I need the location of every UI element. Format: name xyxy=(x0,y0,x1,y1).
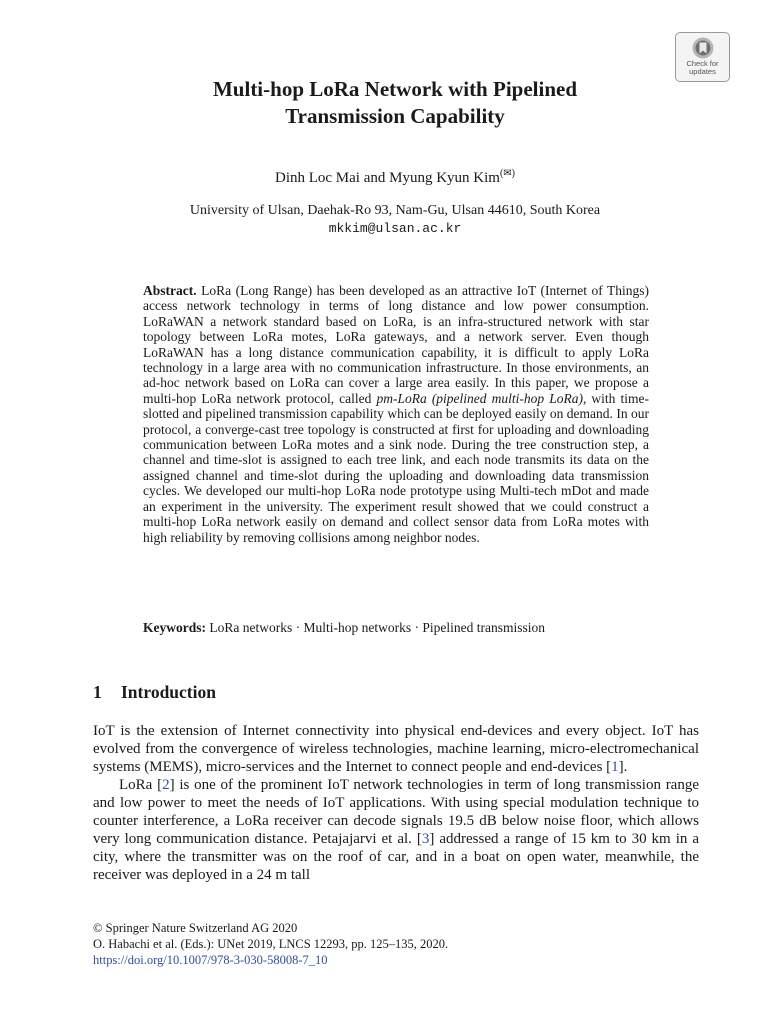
title-line-1: Multi-hop LoRa Network with Pipelined xyxy=(212,77,577,101)
keywords-label: Keywords: xyxy=(143,620,206,635)
intro-p2-start: LoRa [ xyxy=(119,777,163,793)
badge-label-line2: updates xyxy=(689,67,716,76)
check-for-updates-badge[interactable] xyxy=(675,32,730,82)
abstract-label: Abstract. xyxy=(143,283,197,298)
abstract xyxy=(143,283,649,545)
section-heading xyxy=(93,681,216,703)
doi-link[interactable]: https://doi.org/10.1007/978-3-030-58008-7_10 xyxy=(93,953,328,967)
badge-label-line1: Check for xyxy=(686,59,719,68)
affiliation: University of Ulsan, Daehak-Ro 93, Nam-Gu, Ulsan 44610, South Korea xyxy=(189,203,601,218)
abstract-text-part2: , with time-slotted and pipelined transmission capability which can be deployed easily on demand. In our protocol, a converge-cast tree topology is constructed at first for uploading and downloading communication between LoRa motes and a sink node. During the tree construction step, a channel and time-slot is assigned to each tree link, and each node transmits its data on the assigned channel and time-slot during the uploading and downloading data transmission cycles. We developed our multi-hop LoRa node prototype using Multi-tech mDot and made an experiment in the university. The experiment result showed that we could construct a multi-hop LoRa network easily on demand and collect sensor data from LoRa motes with high reliability by removing collisions among neighbor nodes. xyxy=(143,390,649,545)
citation-link[interactable]: 1 xyxy=(611,759,619,775)
abstract-text-part1: LoRa (Long Range) has been developed as an attractive IoT (Internet of Things) access network technology in terms of long distance and low power consumption. LoRaWAN a network standard based on LoRa, is an infra-structured network with star topology between LoRa motes, LoRa gateways, and a network server. Even though LoRaWAN has a long distance communication capability, it is difficult to apply LoRa technology in a large area with no communication infrastructure. In those environments, an ad-hoc network based on LoRa can cover a large area easily. In this paper, we propose a multi-hop LoRa network protocol, called xyxy=(143,283,649,406)
intro-p2-end: ] addressed a range of 15 km to 30 km in a city, where the transmitter was on the roof of car, and in a boat on open water, meanwhile, the receiver was deployed in a 24 m tall xyxy=(93,831,699,883)
keywords xyxy=(143,620,649,636)
paper-title xyxy=(120,76,670,130)
authors xyxy=(0,168,768,187)
author-email[interactable]: mkkim@ulsan.ac.kr xyxy=(328,221,462,236)
intro-p1-text: IoT is the extension of Internet connectivity into physical end-devices and every object. IoT has evolved from the convergence of wireless technologies, machine learning, micro-electromechanical systems (MEMS), micro-services and the Internet to connect people and end-devices [ xyxy=(93,723,699,775)
envelope-icon: (✉) xyxy=(499,168,516,179)
citation-link[interactable]: 2 xyxy=(162,777,170,793)
intro-p2-mid: ] is one of the prominent IoT network technologies in term of long transmission range and low power to meet the needs of IoT applications. With using special modulation technique to counter interference, a LoRa receiver can decode signals 19.5 dB below noise floor, which allows very long communication distance. Petajajarvi et al. [ xyxy=(93,777,699,847)
bookmark-icon xyxy=(691,36,715,60)
intro-p1-end: ]. xyxy=(618,759,628,775)
author-names: Dinh Loc Mai and Myung Kyun Kim xyxy=(274,170,500,186)
section-number: 1 xyxy=(93,682,102,702)
copyright-line: © Springer Nature Switzerland AG 2020 xyxy=(93,921,298,935)
citation-link[interactable]: 3 xyxy=(421,831,430,847)
title-line-2: Transmission Capability xyxy=(285,104,505,128)
page-footer xyxy=(93,920,693,968)
intro-paragraph-1 xyxy=(93,722,699,776)
intro-paragraph-2 xyxy=(93,776,699,884)
keywords-text: LoRa networks · Multi-hop networks · Pipelined transmission xyxy=(206,620,545,635)
introduction-body xyxy=(93,722,699,884)
citation-line: O. Habachi et al. (Eds.): UNet 2019, LNCS 12293, pp. 125–135, 2020. xyxy=(93,937,449,951)
section-title: Introduction xyxy=(121,682,216,702)
abstract-italic-term: pm-LoRa (pipelined multi-hop LoRa) xyxy=(376,390,583,406)
